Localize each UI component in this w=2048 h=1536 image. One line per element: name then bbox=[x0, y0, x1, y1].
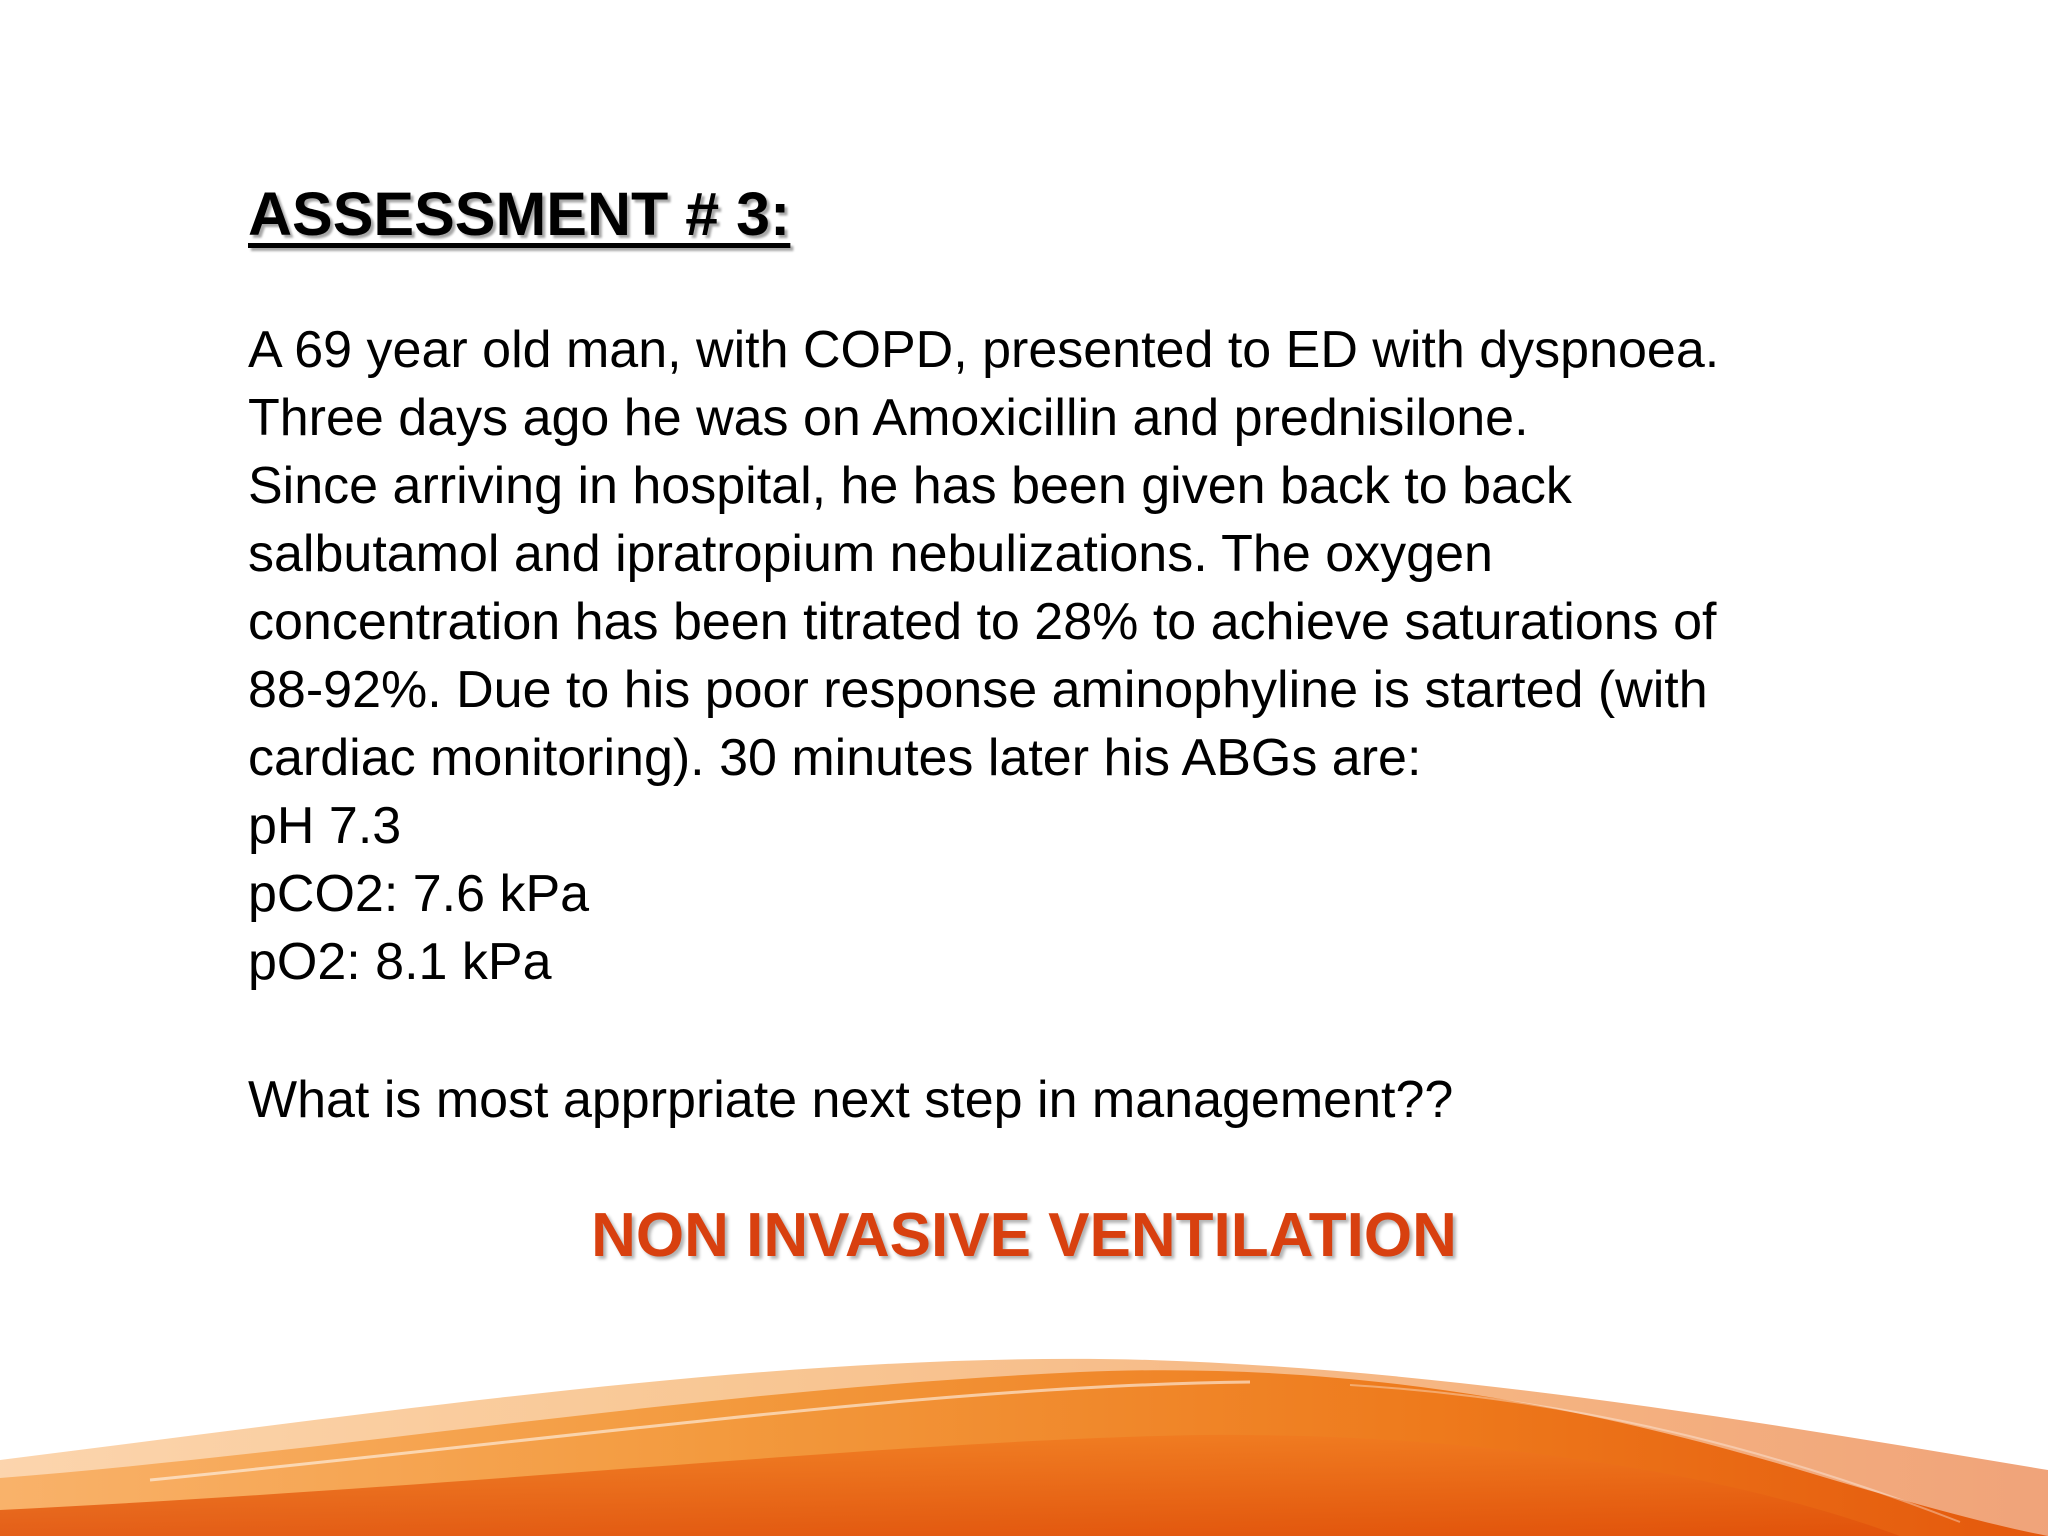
case-line: salbutamol and ipratropium nebulizations. The oxygen bbox=[248, 525, 1493, 583]
abg-pco2: pCO2: 7.6 kPa bbox=[248, 865, 590, 923]
abg-po2: pO2: 8.1 kPa bbox=[248, 933, 552, 991]
abg-ph: pH 7.3 bbox=[248, 797, 402, 855]
question-text: What is most apprpriate next step in management?? bbox=[248, 1071, 1454, 1129]
case-line: Since arriving in hospital, he has been given back to back bbox=[248, 457, 1572, 515]
decorative-orange-wave bbox=[0, 1260, 2048, 1536]
slide-title: ASSESSMENT # 3: bbox=[248, 180, 791, 248]
case-line: cardiac monitoring). 30 minutes later his ABGs are: bbox=[248, 729, 1422, 787]
case-line: 88-92%. Due to his poor response aminophyline is started (with bbox=[248, 661, 1708, 719]
case-line: Three days ago he was on Amoxicillin and prednisilone. bbox=[248, 389, 1529, 447]
answer-text: NON INVASIVE VENTILATION bbox=[591, 1201, 1457, 1270]
case-description bbox=[248, 316, 1948, 996]
case-line: concentration has been titrated to 28% to achieve saturations of bbox=[248, 593, 1717, 651]
case-line: A 69 year old man, with COPD, presented to ED with dyspnoea. bbox=[248, 321, 1720, 379]
